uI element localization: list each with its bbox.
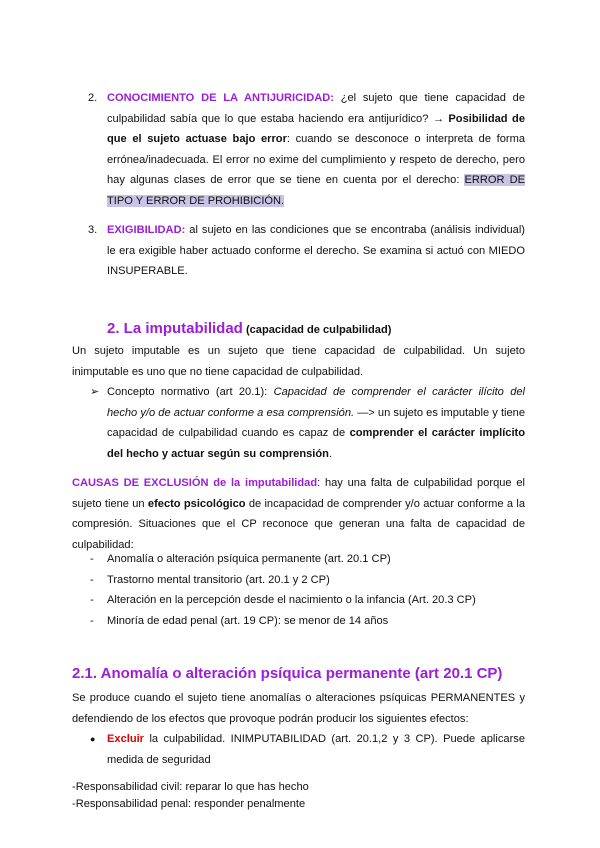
bullet-red-word: Excluir [107,733,144,745]
list-number: 2. [88,92,98,104]
list-item-text: Alteración en la percepción desde el nacimiento o la infancia (Art. 20.3 CP) [107,594,476,606]
item-2-text: ¿el sujeto que tiene capacidad de culpabilidad sabía que lo que estaba haciendo era antijurídico? → [107,92,525,125]
causas-text-cont: de incapacidad de comprender y/o actuar conforme a la compresión. Situaciones que el CP reconoce que generan una falta de capacidad de culpabilidad: [72,497,525,551]
causas-bold: efecto psicológico [147,497,246,510]
causas-title: CAUSAS DE EXCLUSIÓN de la imputabilidad [72,477,318,489]
concept-end: . [328,447,333,460]
item-3-text: al sujeto en las condiciones que se encontraba (análisis individual) le era exigible haber actuado conforme el derecho. Se examina si actuó con MIEDO INSUPERABLE. [107,224,525,277]
dash-marker: - [90,594,94,606]
footer-line: -Responsabilidad penal: responder penalmente [72,798,306,810]
item-2-paragraph [107,88,525,211]
section-heading-imputabilidad [107,316,391,342]
section-21-intro: Se produce cuando el sujeto tiene anomalías o alteraciones psíquicas PERMANENTES y defendiendo de los efectos que provoque podrán producir los siguientes efectos: [72,692,525,725]
arrow-bullet-icon: ➢ [90,386,100,398]
concept-bold: comprender el carácter implícito del hecho y actuar según su comprensión [107,427,525,460]
item-2-text-cont: : cuando se desconoce o interpreta de forma errónea/inadecuada. El error no exime del cumplimiento y respeto de derecho, pero hay algunas clases de error que se tiene en cuenta por el derecho: [107,133,525,186]
section-2-intro: Un sujeto imputable es un sujeto que tiene capacidad de culpabilidad. Un sujeto inimputable es uno que no tiene capacidad de culpabilidad. [72,345,525,378]
heading-sub: (capacidad de culpabilidad) [242,324,392,336]
concept-italic: Capacidad de comprender el carácter ilícito del hecho y/o de actuar conforme a esa comprensión. [107,386,525,419]
dash-marker: - [90,574,94,586]
bullet-icon: ● [90,734,96,744]
concept-lead: Concepto normativo (art 20.1): [107,386,274,398]
item-3-paragraph [107,220,525,282]
dash-marker: - [90,615,94,627]
list-item [90,549,391,570]
list-item [90,570,330,591]
causas-paragraph [72,473,525,555]
list-item-text: Minoría de edad penal (art. 19 CP): se menor de 14 años [107,615,389,627]
list-item-text: Anomalía o alteración psíquica permanente (art. 20.1 CP) [107,553,391,565]
item-2-title: CONOCIMIENTO DE LA ANTIJURICIDAD: [107,92,334,104]
list-number: 3. [88,224,98,236]
section-heading-anomalia: 2.1. Anomalía o alteración psíquica permanente (art 20.1 CP) [72,665,503,682]
heading-main: 2. La imputabilidad [107,320,243,337]
list-item [90,611,389,632]
concept-paragraph [107,382,525,464]
bullet-text: la culpabilidad. INIMPUTABILIDAD (art. 20.1,2 y 3 CP). Puede aplicarse medida de seguridad [107,733,525,766]
item-3-title: EXIGIBILIDAD: [107,224,186,236]
footer-line: -Responsabilidad civil: reparar lo que has hecho [72,781,309,793]
item-2-bold: Posibilidad de que el sujeto actuase bajo error [107,112,525,145]
concept-mid: —> un sujeto es imputable y tiene capacidad de culpabilidad cuando es capaz de [107,406,525,439]
list-item-text: Trastorno mental transitorio (art. 20.1 y 2 CP) [107,574,330,586]
dash-marker: - [90,553,94,565]
highlighted-text: ERROR DE TIPO Y ERROR DE PROHIBICIÓN. [107,174,525,207]
causas-text: : hay una falta de culpabilidad porque el sujeto tiene un [72,477,526,510]
list-item [90,590,476,611]
section-21-bullet [107,729,525,770]
